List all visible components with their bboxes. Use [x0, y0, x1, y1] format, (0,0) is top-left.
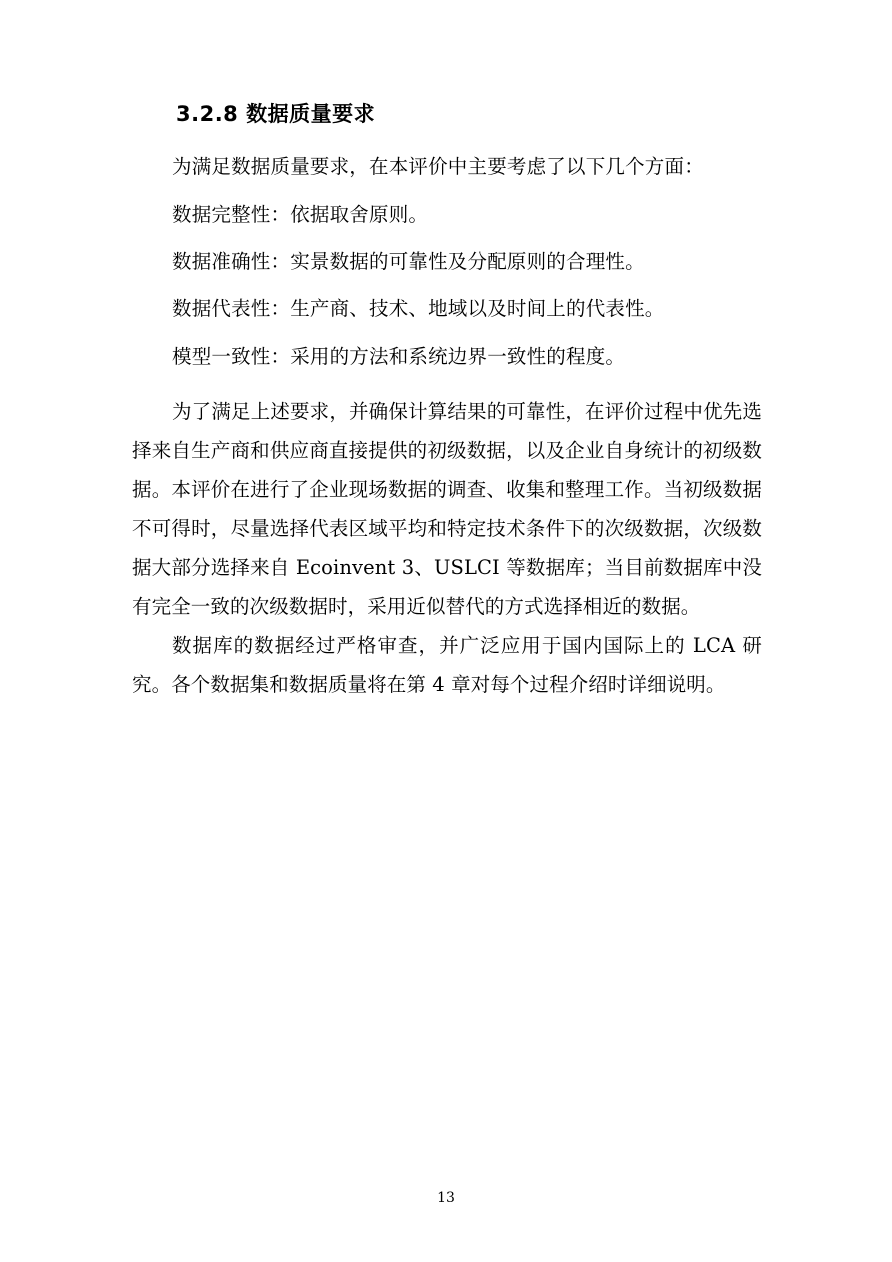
quality-item-completeness: 数据完整性：依据取舍原则。 [172, 202, 429, 226]
page-content [132, 100, 762, 704]
intro-paragraph: 为满足数据质量要求，在本评价中主要考虑了以下几个方面： [172, 155, 704, 179]
quality-item-accuracy: 数据准确性：实景数据的可靠性及分配原则的合理性。 [172, 249, 645, 273]
quality-item-consistency: 模型一致性：采用的方法和系统边界一致性的程度。 [172, 344, 626, 368]
page-number: 13 [437, 1190, 455, 1206]
section-heading: 3.2.8 数据质量要求 [176, 102, 376, 126]
quality-item-representativeness: 数据代表性：生产商、技术、地域以及时间上的代表性。 [172, 297, 665, 321]
body-paragraph-2: 为了满足上述要求，并确保计算结果的可靠性，在评价过程中优先选择来自生产商和供应商直接提供的初级数据，以及企业自身统计的初级数据。本评价在进行了企业现场数据的调查、收集和整理工作。当初级数据不可得时，尽量选择代表区域平均和特定技术条件下的次级数据，次级数据大部分选择来自 Ecoinvent 3、USLCI 等数据库；当目前数据库中没有完全一致的次级数据时，采用近似替代的方式选择相近的数据。 [132, 399, 762, 618]
body-paragraph-3: 数据库的数据经过严格审查，并广泛应用于国内国际上的 LCA 研究。各个数据集和数据质量将在第 4 章对每个过程介绍时详细说明。 [132, 633, 762, 696]
